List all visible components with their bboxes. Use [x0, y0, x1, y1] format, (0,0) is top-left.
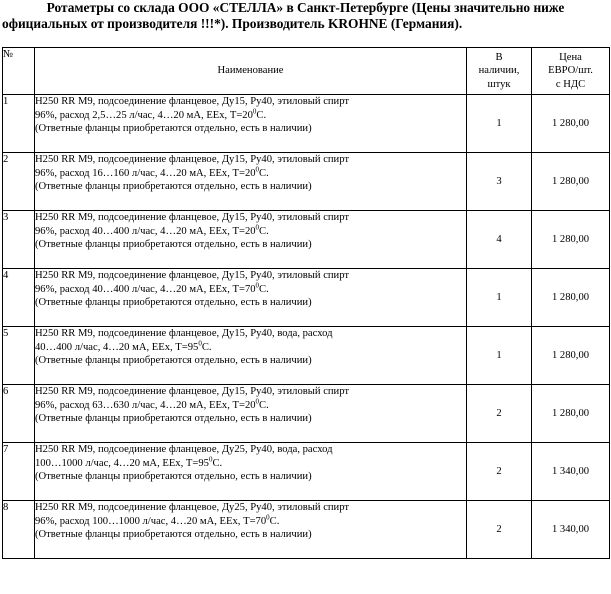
row-price: 1 340,00	[532, 501, 610, 559]
table-row	[3, 269, 610, 327]
price-table	[2, 47, 610, 559]
description-line-2-text: 100…1000 л/час, 4…20 мА, ЕЕх, Т=95	[35, 457, 209, 469]
row-description	[35, 501, 467, 559]
degree-mark: 0	[255, 396, 260, 405]
temperature-unit: С.	[256, 109, 267, 121]
degree-mark: 0	[198, 338, 202, 347]
title-line-1: Ротаметры со склада ООО «СТЕЛЛА» в Санкт-Петербурге (Цены значительно ниже	[46, 0, 565, 15]
degree-mark: 0	[208, 454, 213, 463]
row-price: 1 280,00	[532, 385, 610, 443]
description-line-2-text: 96%, расход 100…1000 л/час, 4…20 мА, ЕЕх, Т=70	[35, 515, 267, 527]
description-line-2-text: 96%, расход 2,5…25 л/час, 4…20 мА, ЕЕх, Т=20	[35, 109, 253, 121]
table-header-row	[3, 48, 610, 95]
description-line-3: (Ответные фланцы приобретаются отдельно, есть в наличии)	[35, 239, 312, 250]
table-row	[3, 501, 610, 559]
row-quantity: 1	[467, 327, 532, 385]
description-line-2	[35, 280, 466, 297]
row-description	[35, 385, 467, 443]
description-line-2-text: 96%, расход 63…630 л/час, 4…20 мА, ЕЕх, Т=20	[35, 399, 256, 411]
description-line-1: Н250 RR M9, подсоединение фланцевое, Ду25, Ру40, вода, расход	[35, 444, 333, 455]
description-line-2	[35, 106, 466, 123]
row-quantity: 1	[467, 269, 532, 327]
row-quantity: 2	[467, 501, 532, 559]
description-line-3: (Ответные фланцы приобретаются отдельно, есть в наличии)	[35, 181, 312, 192]
row-description	[35, 211, 467, 269]
table-row	[3, 153, 610, 211]
table-row	[3, 385, 610, 443]
description-line-1: Н250 RR M9, подсоединение фланцевое, Ду15, Ру40, этиловый спирт	[35, 270, 350, 281]
header-name: Наименование	[35, 48, 467, 95]
description-line-1: Н250 RR M9, подсоединение фланцевое, Ду15, Ру40, вода, расход	[35, 328, 333, 339]
row-description	[35, 327, 467, 385]
row-price: 1 340,00	[532, 443, 610, 501]
description-line-2-text: 40…400 л/час, 4…20 мА, ЕЕх, Т=95	[35, 341, 199, 353]
temperature-unit: С.	[259, 225, 269, 237]
description-line-2-text: 96%, расход 40…400 л/час, 4…20 мА, ЕЕх, Т=70	[35, 283, 256, 295]
row-number: 3	[3, 211, 35, 269]
row-number: 7	[3, 443, 35, 501]
degree-mark: 0	[255, 280, 260, 289]
temperature-unit: С.	[259, 283, 269, 295]
header-price-line: ЕВРО/шт.	[548, 65, 593, 77]
temperature-unit: С.	[201, 341, 212, 353]
description-line-2-text: 96%, расход 40…400 л/час, 4…20 мА, ЕЕх, Т=20	[35, 225, 256, 237]
table-row	[3, 95, 610, 153]
row-description	[35, 95, 467, 153]
description-line-3: (Ответные фланцы приобретаются отдельно, есть в наличии)	[35, 529, 312, 540]
description-line-1: Н250 RR M9, подсоединение фланцевое, Ду15, Ру40, этиловый спирт	[35, 154, 350, 165]
row-quantity: 2	[467, 443, 532, 501]
title-line-2: официальных от производителя !!!*). Производитель KROHNE (Германия).	[2, 16, 463, 31]
row-description	[35, 153, 467, 211]
row-number: 4	[3, 269, 35, 327]
temperature-unit: С.	[259, 399, 269, 411]
header-quantity-line: штук	[487, 78, 511, 90]
row-description	[35, 269, 467, 327]
row-description	[35, 443, 467, 501]
header-price	[532, 48, 610, 95]
description-line-1: Н250 RR M9, подсоединение фланцевое, Ду25, Ру40, этиловый спирт	[35, 502, 350, 513]
description-line-3: (Ответные фланцы приобретаются отдельно, есть в наличии)	[35, 297, 312, 308]
row-price: 1 280,00	[532, 269, 610, 327]
degree-mark: 0	[266, 512, 270, 521]
temperature-unit: С.	[259, 167, 269, 179]
row-quantity: 2	[467, 385, 532, 443]
degree-mark: 0	[255, 222, 260, 231]
description-line-2-text: 96%, расход 16…160 л/час, 4…20 мА, ЕЕх, Т=20	[35, 167, 256, 179]
description-line-2	[35, 338, 466, 355]
row-number: 6	[3, 385, 35, 443]
header-quantity	[467, 48, 532, 95]
row-number: 2	[3, 153, 35, 211]
description-line-1: Н250 RR M9, подсоединение фланцевое, Ду15, Ру40, этиловый спирт	[35, 96, 350, 107]
table-row	[3, 211, 610, 269]
description-line-1: Н250 RR M9, подсоединение фланцевое, Ду15, Ру40, этиловый спирт	[35, 212, 350, 223]
description-line-3: (Ответные фланцы приобретаются отдельно, есть в наличии)	[35, 355, 312, 366]
row-price: 1 280,00	[532, 211, 610, 269]
degree-mark: 0	[252, 106, 257, 115]
header-number: №	[3, 48, 35, 95]
row-price: 1 280,00	[532, 327, 610, 385]
description-line-2	[35, 512, 466, 529]
header-quantity-line: наличии,	[478, 65, 520, 77]
description-line-2	[35, 222, 466, 239]
temperature-unit: С.	[269, 515, 280, 527]
description-line-3: (Ответные фланцы приобретаются отдельно, есть в наличии)	[35, 471, 312, 482]
table-row	[3, 443, 610, 501]
row-price: 1 280,00	[532, 153, 610, 211]
description-line-2	[35, 454, 466, 471]
description-line-1: Н250 RR M9, подсоединение фланцевое, Ду15, Ру40, этиловый спирт	[35, 386, 350, 397]
row-number: 5	[3, 327, 35, 385]
table-row	[3, 327, 610, 385]
description-line-2	[35, 396, 466, 413]
row-price: 1 280,00	[532, 95, 610, 153]
header-price-line: Цена	[559, 51, 582, 63]
description-line-2	[35, 164, 466, 181]
header-price-line: с НДС	[555, 78, 586, 90]
description-line-3: (Ответные фланцы приобретаются отдельно, есть в наличии)	[35, 123, 312, 134]
description-line-3: (Ответные фланцы приобретаются отдельно, есть в наличии)	[35, 413, 312, 424]
row-number: 1	[3, 95, 35, 153]
row-quantity: 3	[467, 153, 532, 211]
page-title	[0, 0, 611, 32]
row-quantity: 1	[467, 95, 532, 153]
degree-mark: 0	[255, 164, 260, 173]
header-quantity-line: В	[495, 51, 503, 63]
row-quantity: 4	[467, 211, 532, 269]
temperature-unit: С.	[212, 457, 223, 469]
row-number: 8	[3, 501, 35, 559]
